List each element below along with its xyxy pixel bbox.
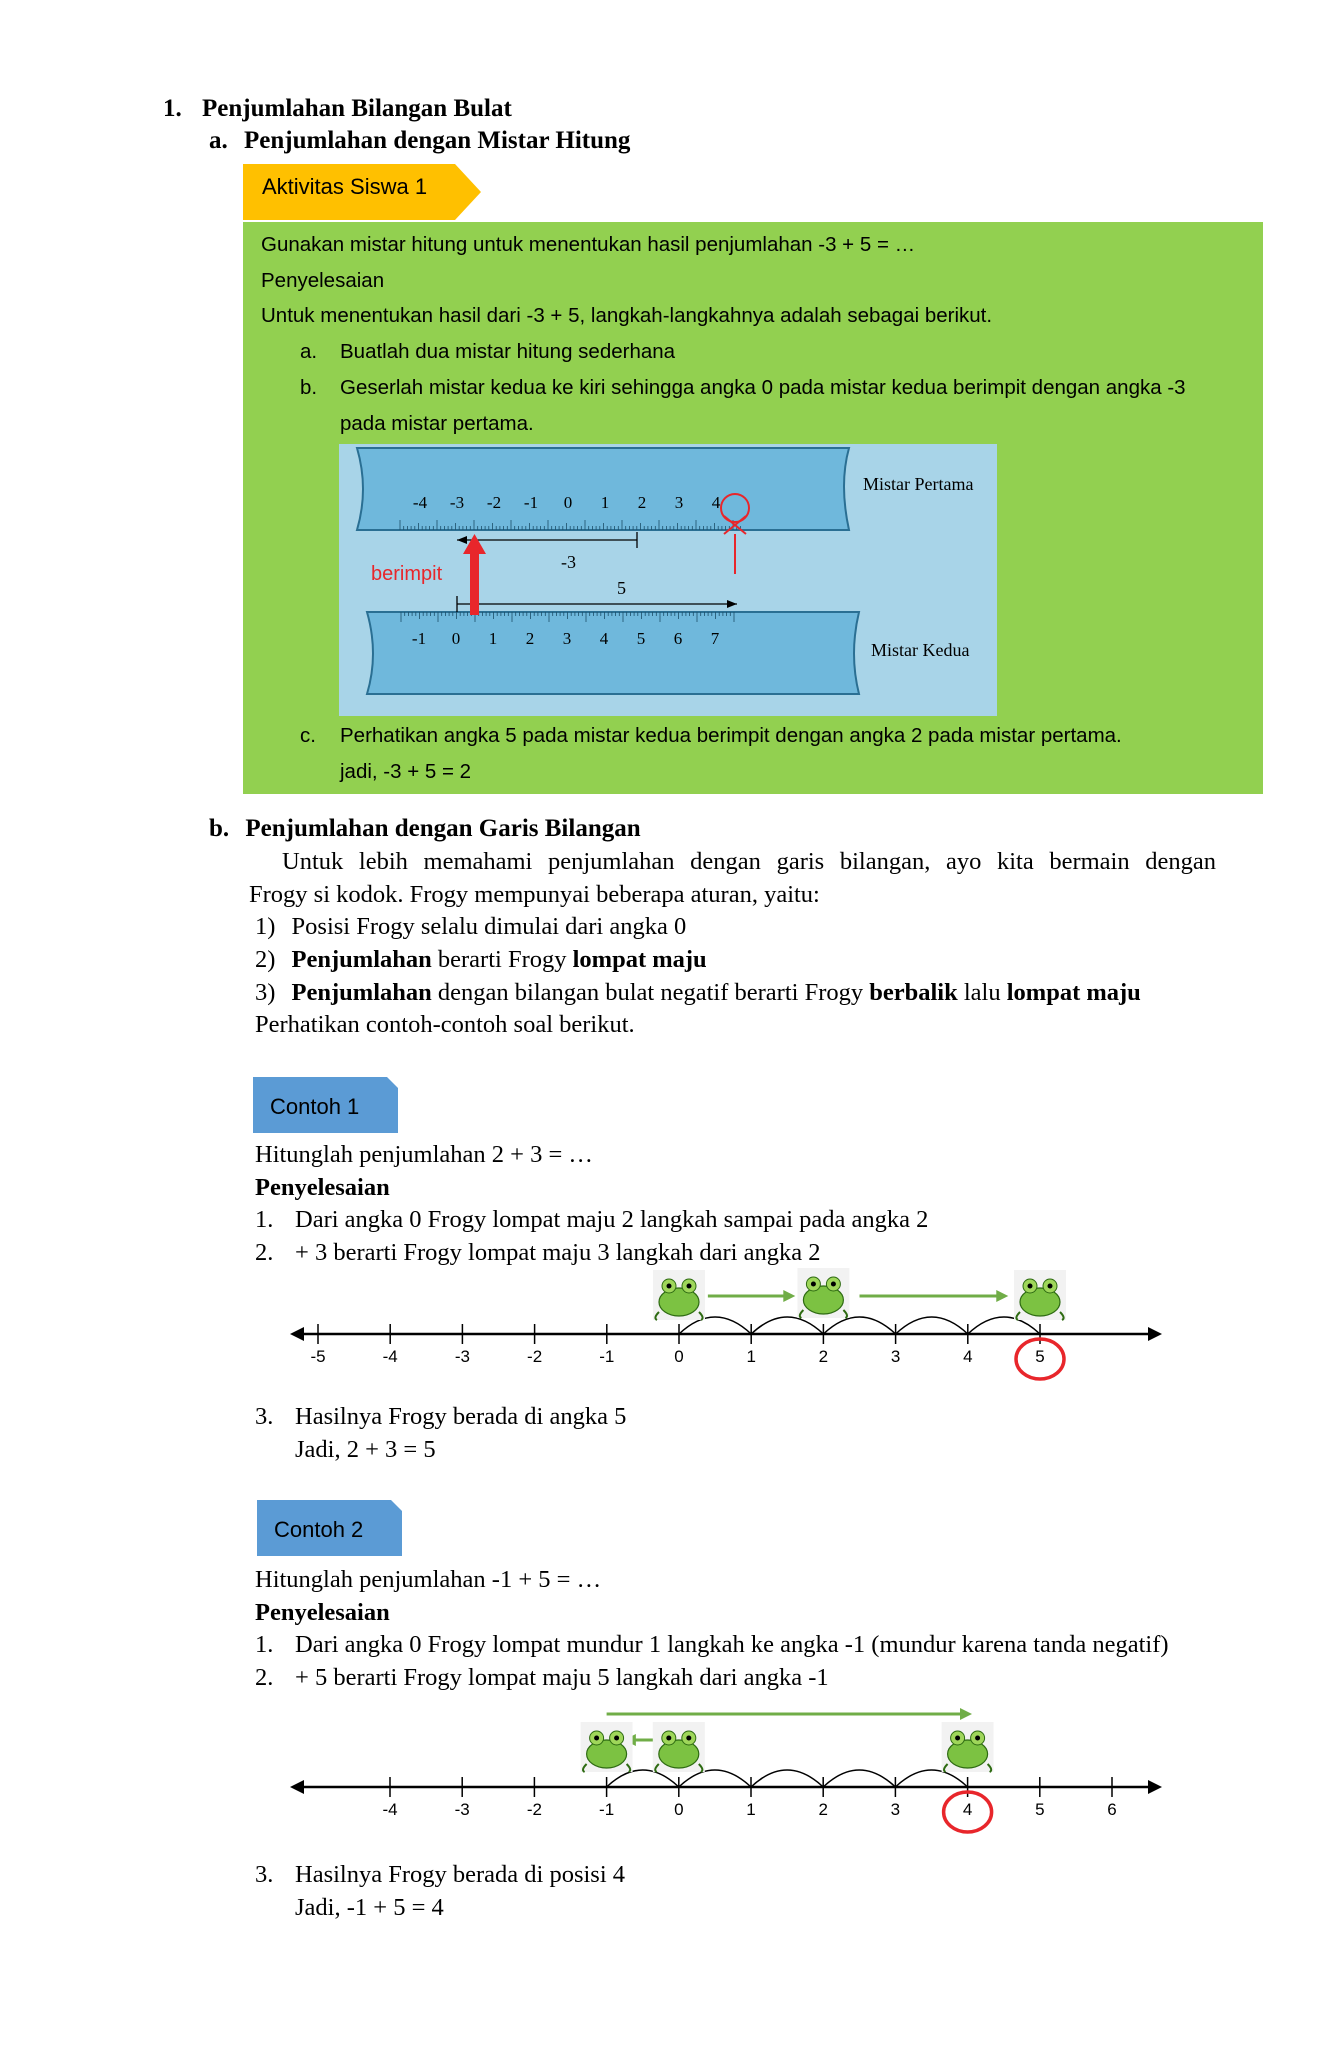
subsection-b-letter: b. [209, 815, 230, 842]
ruler-first-tick-label: 0 [563, 493, 573, 512]
number-line-tick-label: 5 [1035, 1347, 1045, 1366]
rule-2-text: berarti Frogy [431, 946, 573, 973]
rule-2-num: 2) [255, 946, 276, 973]
ruler-second-label: Mistar Kedua [871, 640, 970, 660]
contoh2-solution-label: Penyelesaian [255, 1599, 390, 1626]
axis-arrow-right [1148, 1327, 1162, 1341]
number-line-tick-label: 2 [818, 1800, 828, 1819]
subsection-b-title: Penjumlahan dengan Garis Bilangan [245, 815, 641, 842]
contoh2-step-1-text: Dari angka 0 Frogy lompat mundur 1 langkah ke angka -1 (mundur karena tanda negatif) [295, 1631, 1169, 1658]
number-line-tick-label: 4 [963, 1347, 973, 1366]
contoh2-result [255, 1858, 626, 1891]
contoh2-step-2-text: + 5 berarti Frogy lompat maju 5 langkah dari angka -1 [295, 1664, 829, 1691]
intro-line-1: Untuk lebih memahami penjumlahan dengan garis bilangan, ayo kita bermain dengan [282, 848, 1216, 875]
ruler-first-tick-label: -3 [449, 493, 465, 512]
contoh1-result-text: Hasilnya Frogy berada di angka 5 [295, 1403, 627, 1430]
ruler-second-tick-label: 3 [562, 629, 572, 648]
step-a-letter: a. [300, 340, 318, 363]
activity-intro: Untuk menentukan hasil dari -3 + 5, langkah-langkahnya adalah sebagai berikut. [261, 304, 993, 327]
rule-3-num: 3) [255, 979, 276, 1006]
ruler-first-label: Mistar Pertama [863, 474, 974, 494]
contoh2-result-text: Hasilnya Frogy berada di posisi 4 [295, 1861, 626, 1888]
contoh1-step-1-text: Dari angka 0 Frogy lompat maju 2 langkah sampai pada angka 2 [295, 1206, 929, 1233]
section-number: 1. [163, 95, 182, 122]
axis-arrow-left [290, 1327, 304, 1341]
number-line-tick-label: -3 [454, 1347, 470, 1366]
ruler-second-tick-label: 5 [636, 629, 646, 648]
frog-icon [797, 1268, 849, 1318]
green-arrowhead [960, 1708, 972, 1720]
rule-3-text-2: lalu [957, 979, 1007, 1006]
ruler-first-tick-label: 3 [674, 493, 684, 512]
number-line-tick-label: 3 [890, 1800, 901, 1819]
subsection-a-heading [209, 124, 630, 157]
rule-2-bold-2: lompat maju [572, 946, 707, 973]
hop-arc [896, 1317, 968, 1334]
number-line-tick-label: -1 [599, 1347, 615, 1366]
activity-tag-label: Aktivitas Siswa 1 [262, 174, 428, 199]
ruler-first-tick-label: -1 [523, 493, 539, 512]
number-line-tick-label: -2 [527, 1347, 543, 1366]
subsection-a-title: Penjumlahan dengan Mistar Hitung [244, 127, 631, 154]
ruler-second [367, 612, 859, 694]
ruler-first-tick-label: -4 [412, 493, 428, 512]
step-c-result: jadi, -3 + 5 = 2 [340, 760, 472, 783]
number-line-tick-label: -2 [526, 1800, 542, 1819]
rule-3-bold-3: lompat maju [1006, 979, 1141, 1006]
span-second-label: 5 [617, 578, 626, 598]
step-a-text: Buatlah dua mistar hitung sederhana [340, 340, 676, 363]
axis-arrow-left [290, 1780, 304, 1794]
number-line-tick-label: 0 [674, 1800, 684, 1819]
section-heading [163, 92, 512, 125]
frog-icon [581, 1722, 633, 1772]
number-line-tick-label: 2 [818, 1347, 829, 1366]
green-arrowhead [996, 1290, 1008, 1302]
berimpit-label: berimpit [371, 563, 443, 585]
number-line-tick-label: -4 [382, 1347, 398, 1366]
number-line-tick-label: 3 [890, 1347, 901, 1366]
frog-icon [653, 1270, 705, 1320]
contoh2-step-2-num: 2. [255, 1664, 274, 1691]
hop-arc [823, 1317, 895, 1334]
frog-icon [942, 1722, 994, 1772]
number-line-tick-label: -4 [382, 1800, 398, 1819]
number-line-tick-label: 6 [1107, 1800, 1117, 1819]
ruler-second-tick-label: -1 [411, 629, 427, 648]
green-arrowhead [783, 1290, 795, 1302]
contoh1-question: Hitunglah penjumlahan 2 + 3 = … [255, 1141, 593, 1168]
rule-3-bold-2: berbalik [869, 979, 958, 1006]
number-line-1 [290, 1268, 1170, 1388]
rule-1-text: Posisi Frogy selalu dimulai dari angka 0 [291, 913, 687, 940]
contoh1-result [255, 1400, 627, 1433]
contoh1-step-2-num: 2. [255, 1239, 274, 1266]
contoh2-conclusion: Jadi, -1 + 5 = 4 [295, 1894, 444, 1921]
ruler-first-tick-label: 1 [600, 493, 610, 512]
rule-3-text-1: dengan bilangan bulat negatif berarti Frogy [431, 979, 870, 1006]
ruler-first [357, 448, 849, 530]
number-line-tick-label: 4 [962, 1800, 973, 1819]
number-line-tick-label: 5 [1035, 1800, 1045, 1819]
ruler-second-tick-label: 1 [488, 629, 498, 648]
ruler-first-tick-label: -2 [486, 493, 502, 512]
ruler-first-tick-label: 2 [637, 493, 647, 512]
contoh1-step-1-num: 1. [255, 1206, 274, 1233]
number-line-tick-label: -1 [599, 1800, 615, 1819]
number-line-tick-label: -3 [454, 1800, 470, 1819]
ruler-second-tick-label: 0 [451, 629, 461, 648]
contoh2-tag-label: Contoh 2 [274, 1517, 364, 1542]
contoh1-result-num: 3. [255, 1403, 274, 1430]
number-line-tick-label: -5 [310, 1347, 326, 1366]
activity-question: Gunakan mistar hitung untuk menentukan hasil penjumlahan -3 + 5 = … [261, 233, 916, 256]
hop-arc [751, 1770, 823, 1787]
number-line-tick-label: 1 [746, 1800, 756, 1819]
subsection-a-letter: a. [209, 127, 228, 154]
rule-2-bold-1: Penjumlahan [291, 946, 432, 973]
step-b-text-cont: pada mistar pertama. [340, 412, 534, 435]
contoh2-step-1-num: 1. [255, 1631, 274, 1658]
contoh1-step-2 [255, 1236, 821, 1269]
hop-arc [751, 1317, 823, 1334]
hop-arc [823, 1770, 895, 1787]
intro-line-2: Frogy si kodok. Frogy mempunyai beberapa aturan, yaitu: [249, 881, 820, 908]
contoh1-step-2-text: + 3 berarti Frogy lompat maju 3 langkah dari angka 2 [295, 1239, 821, 1266]
activity-box [243, 222, 1263, 794]
hop-arc [679, 1770, 751, 1787]
number-line-tick-label: 0 [674, 1347, 684, 1366]
ruler-second-tick-label: 4 [599, 629, 609, 648]
ruler-figure [339, 444, 997, 716]
contoh2-step-2 [255, 1661, 829, 1694]
ruler-second-tick-label: 7 [710, 629, 720, 648]
rule-1 [255, 910, 686, 943]
rule-1-num: 1) [255, 913, 276, 940]
hop-arc [607, 1770, 679, 1787]
contoh1-tag-label: Contoh 1 [270, 1094, 360, 1119]
contoh1-solution-label: Penyelesaian [255, 1174, 390, 1201]
contoh2-question: Hitunglah penjumlahan -1 + 5 = … [255, 1566, 602, 1593]
rule-3-bold-1: Penjumlahan [291, 979, 432, 1006]
ruler-first-tick-label: 4 [711, 493, 721, 512]
number-line-tick-label: 1 [746, 1347, 756, 1366]
contoh1-conclusion: Jadi, 2 + 3 = 5 [295, 1436, 436, 1463]
rule-2 [255, 943, 707, 976]
frog-icon [1014, 1270, 1066, 1320]
closing-text: Perhatikan contoh-contoh soal berikut. [255, 1011, 635, 1038]
subsection-b-heading [209, 812, 641, 845]
frog-icon [653, 1722, 705, 1772]
contoh2-step-1 [255, 1628, 1169, 1661]
step-c-text: Perhatikan angka 5 pada mistar kedua berimpit dengan angka 2 pada mistar pertama. [340, 724, 1122, 747]
span-first-label: -3 [561, 552, 576, 572]
hop-arc [895, 1770, 967, 1787]
activity-solution-label: Penyelesaian [261, 269, 385, 292]
axis-arrow-right [1148, 1780, 1162, 1794]
step-c-letter: c. [300, 724, 316, 747]
step-b-text: Geserlah mistar kedua ke kiri sehingga angka 0 pada mistar kedua berimpit dengan angka -3 [340, 376, 1186, 399]
ruler-second-tick-label: 6 [673, 629, 683, 648]
rule-3 [255, 976, 1141, 1009]
step-b-letter: b. [300, 376, 318, 399]
contoh2-result-num: 3. [255, 1861, 274, 1888]
number-line-2 [290, 1700, 1170, 1850]
section-title: Penjumlahan Bilangan Bulat [202, 95, 512, 122]
contoh1-step-1 [255, 1203, 929, 1236]
ruler-second-tick-label: 2 [525, 629, 535, 648]
